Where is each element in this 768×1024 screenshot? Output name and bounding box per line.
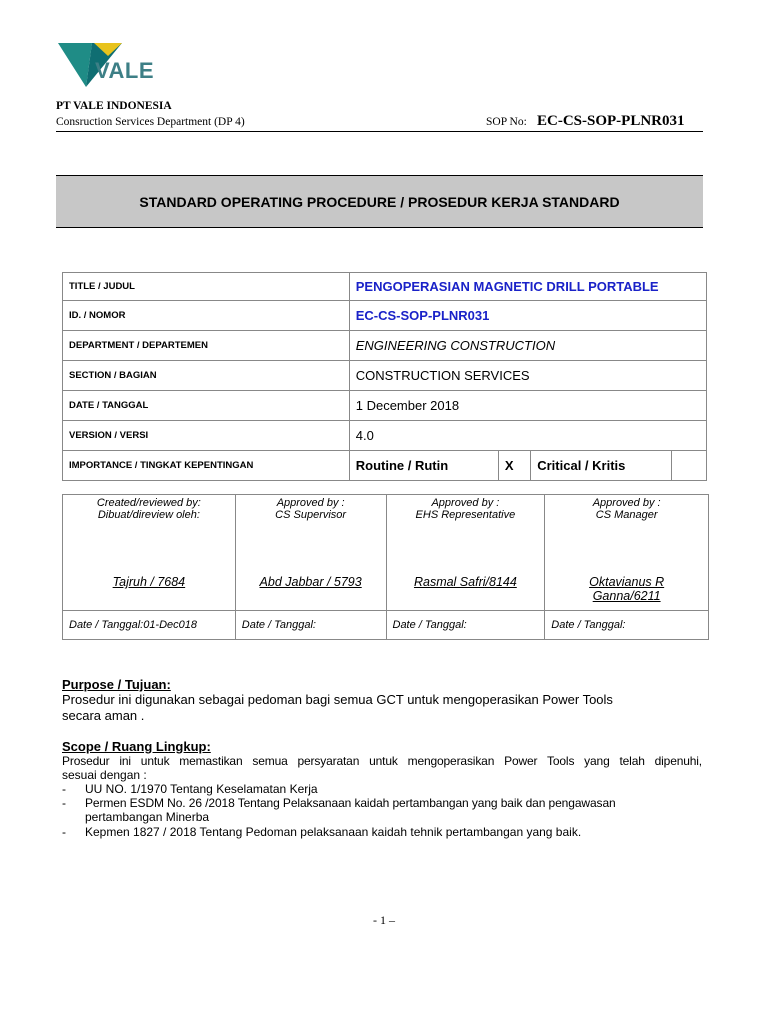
manager-role-2: CS Manager [595,509,658,521]
creator-name: Tajruh / 7684 [112,575,186,589]
date-label: DATE / TANGGAL [63,391,350,421]
approval-table [62,494,709,640]
scope-line-1: Prosedur ini untuk memastikan semua persyaratan untuk mengoperasikan Power Tools yang telah dipenuhi, [62,754,702,768]
supervisor-name: Abd Jabbar / 5793 [259,575,362,589]
page-number: - 1 – [373,913,395,927]
critical-checkbox [672,451,707,481]
company-name: PT VALE INDONESIA [56,100,172,112]
list-item-continuation: pertambangan Minerba [85,810,210,824]
table-row [63,273,707,301]
manager-date: Date / Tanggal: [545,611,709,640]
table-row [63,451,707,481]
title-value: PENGOPERASIAN MAGNETIC DRILL PORTABLE [349,273,706,301]
sop-label: SOP No: [486,116,527,128]
routine-label: Routine / Rutin [349,451,498,481]
purpose-line-1: Prosedur ini digunakan sebagai pedoman bagi semua GCT untuk mengoperasikan Power Tools [62,692,613,707]
department-name: Consruction Services Department (DP 4) [56,116,245,128]
approval-cell-manager [545,495,709,611]
id-label: ID. / NOMOR [63,301,350,331]
table-row [63,391,707,421]
section-label: SECTION / BAGIAN [63,361,350,391]
approval-cell-creator [63,495,236,611]
purpose-line-2: secara aman . [62,708,145,723]
logo-text: VALE [95,58,155,83]
manager-role-1: Approved by : [592,497,661,509]
department-label: DEPARTMENT / DEPARTEMEN [63,331,350,361]
table-row [63,331,707,361]
routine-checkbox: X [498,451,530,481]
ehs-date: Date / Tanggal: [386,611,545,640]
version-value: 4.0 [349,421,706,451]
manager-name-line-1: Oktavianus R [589,575,665,589]
ehs-name: Rasmal Safri/8144 [413,575,517,589]
document-banner [56,175,703,228]
version-label: VERSION / VERSI [63,421,350,451]
date-value: 1 December 2018 [349,391,706,421]
supervisor-role-2: CS Supervisor [275,509,347,521]
section-value: CONSTRUCTION SERVICES [349,361,706,391]
table-row [63,421,707,451]
creator-role-1: Created/reviewed by: [96,497,201,509]
department-value: ENGINEERING CONSTRUCTION [349,331,706,361]
creator-date: Date / Tanggal:01-Dec018 [63,611,236,640]
approval-cell-ehs [386,495,545,611]
id-value: EC-CS-SOP-PLNR031 [349,301,706,331]
ehs-role-1: Approved by : [431,497,500,509]
header-divider [56,131,703,132]
info-table [62,272,707,481]
critical-label: Critical / Kritis [531,451,672,481]
supervisor-date: Date / Tanggal: [235,611,386,640]
creator-role-2: Dibuat/direview oleh: [97,509,200,521]
importance-label: IMPORTANCE / TINGKAT KEPENTINGAN [63,451,350,481]
sop-number: EC-CS-SOP-PLNR031 [537,113,685,129]
approval-cell-supervisor [235,495,386,611]
ehs-role-2: EHS Representative [415,509,516,521]
table-row [63,495,709,611]
table-row [63,361,707,391]
table-row [63,611,709,640]
banner-title: STANDARD OPERATING PROCEDURE / PROSEDUR KERJA STANDARD [139,193,620,210]
purpose-heading: Purpose / Tujuan: [62,677,171,692]
manager-name-line-2: Ganna/6211 [592,589,661,603]
scope-heading: Scope / Ruang Lingkup: [62,739,211,754]
supervisor-role-1: Approved by : [276,497,345,509]
table-row [63,301,707,331]
title-label: TITLE / JUDUL [63,273,350,301]
scope-line-2: sesuai dengan : [62,768,147,782]
